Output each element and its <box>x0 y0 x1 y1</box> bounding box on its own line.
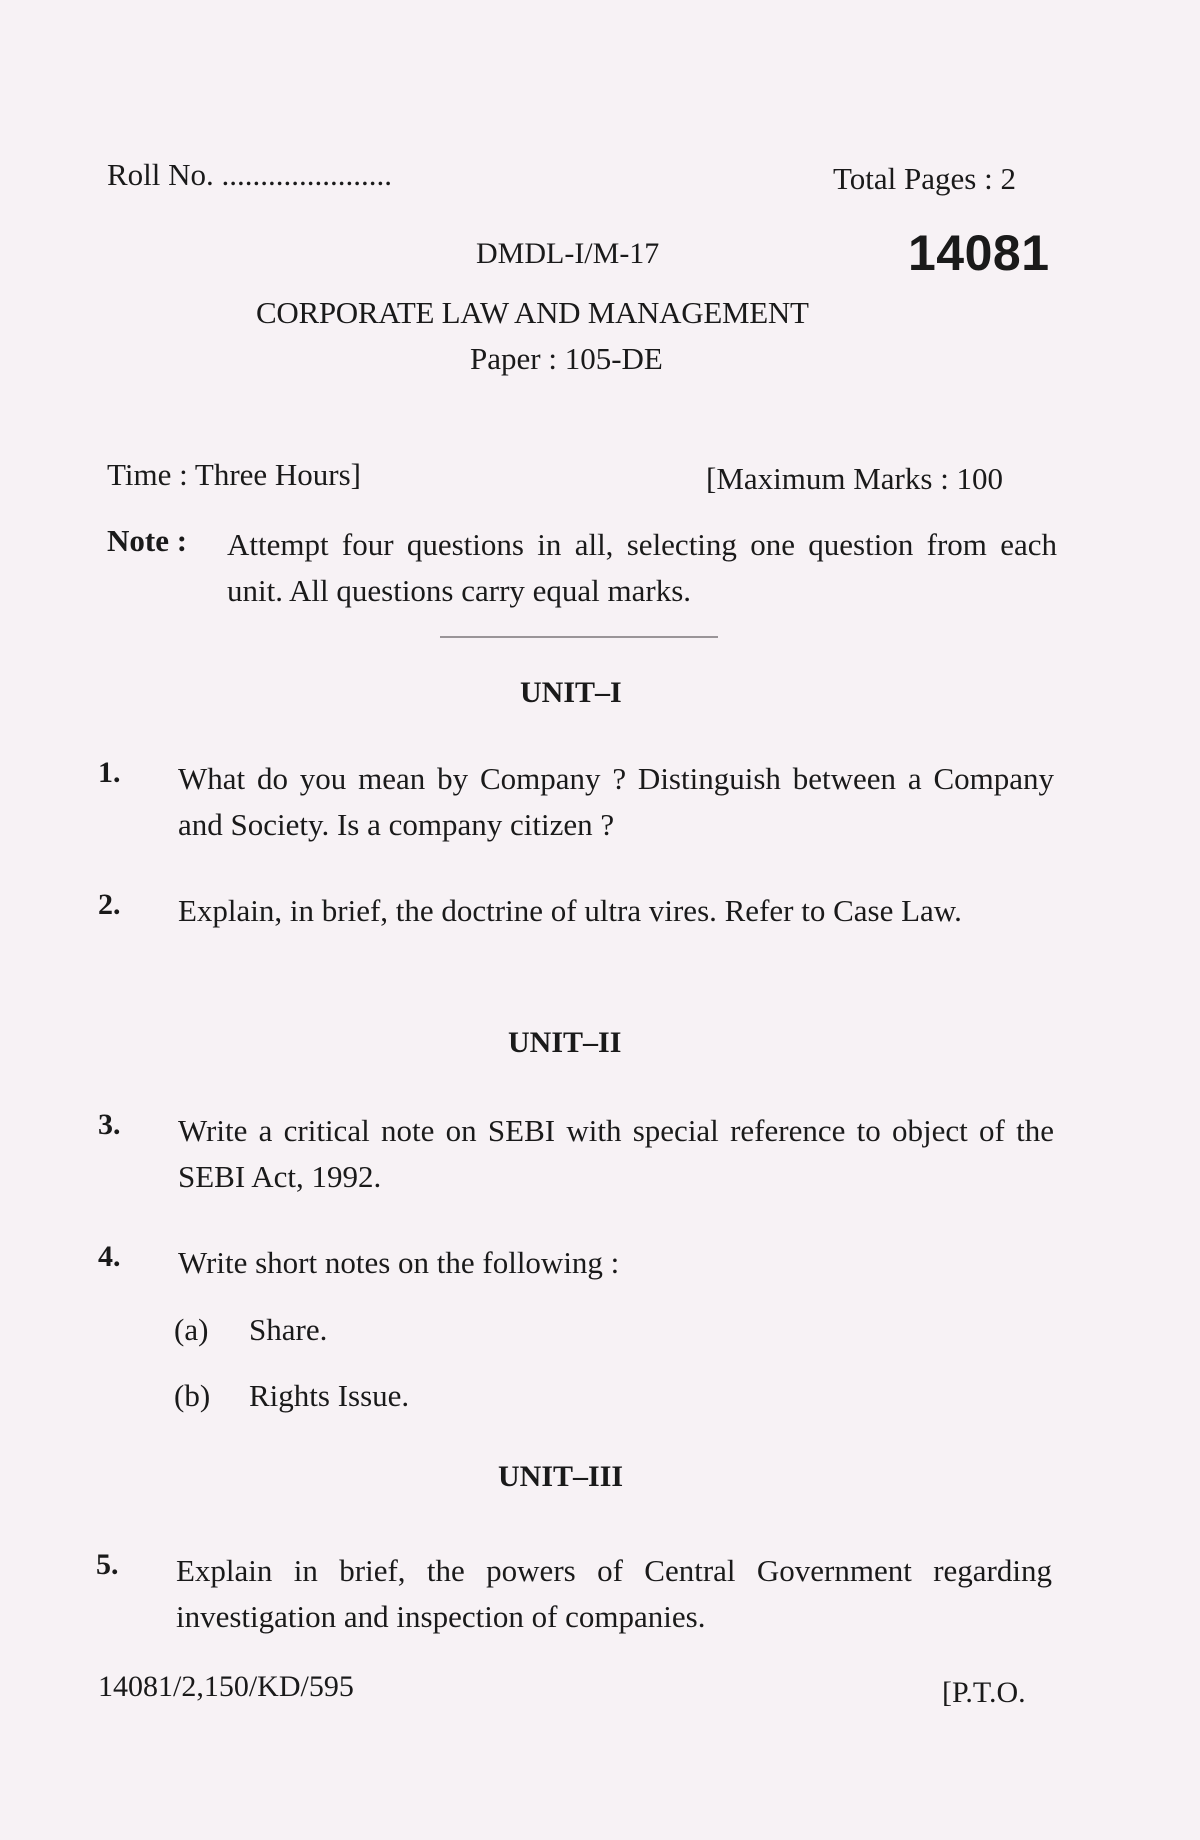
paper-line: Paper : 105-DE <box>470 341 663 376</box>
footer-code: 14081/2,150/KD/595 <box>98 1670 354 1703</box>
question-number: 3. <box>98 1108 121 1141</box>
question-text: Write a critical note on SEBI with special reference to object of the SEBI Act, 1992. <box>178 1113 1054 1194</box>
question-number: 5. <box>96 1548 119 1581</box>
roll-number-field: Roll No. ...................... <box>107 157 393 192</box>
sub-question-text: Rights Issue. <box>249 1378 410 1413</box>
note-text: Attempt four questions in all, selecting one question from each unit. All questions carry equal marks. <box>227 527 1057 608</box>
exam-time: Time : Three Hours] <box>107 457 362 492</box>
question-text: What do you mean by Company ? Distinguish between a Company and Society. Is a company citizen ? <box>178 761 1054 842</box>
question-text: Write short notes on the following : <box>178 1245 620 1280</box>
question-number: 2. <box>98 888 121 921</box>
maximum-marks: [Maximum Marks : 100 <box>706 461 1004 496</box>
question-number: 4. <box>98 1240 121 1273</box>
question-text: Explain in brief, the powers of Central Government regarding investigation and inspection of companies. <box>176 1553 1052 1634</box>
unit-heading-2: UNIT–II <box>508 1026 622 1059</box>
note-label: Note : <box>107 523 188 558</box>
paper-code: DMDL-I/M-17 <box>476 237 660 270</box>
sub-question-label: (b) <box>174 1378 211 1413</box>
paper-number: 14081 <box>908 225 1050 281</box>
unit-heading-1: UNIT–I <box>520 676 622 709</box>
please-turn-over: [P.T.O. <box>942 1676 1026 1709</box>
question-text: Explain, in brief, the doctrine of ultra vires. Refer to Case Law. <box>178 893 962 928</box>
sub-question-text: Share. <box>249 1312 328 1347</box>
unit-heading-3: UNIT–III <box>498 1460 624 1493</box>
question-number: 1. <box>98 756 121 789</box>
sub-question-label: (a) <box>174 1312 209 1347</box>
total-pages: Total Pages : 2 <box>833 161 1016 196</box>
subject-title: CORPORATE LAW AND MANAGEMENT <box>256 295 809 330</box>
section-divider <box>440 636 718 638</box>
